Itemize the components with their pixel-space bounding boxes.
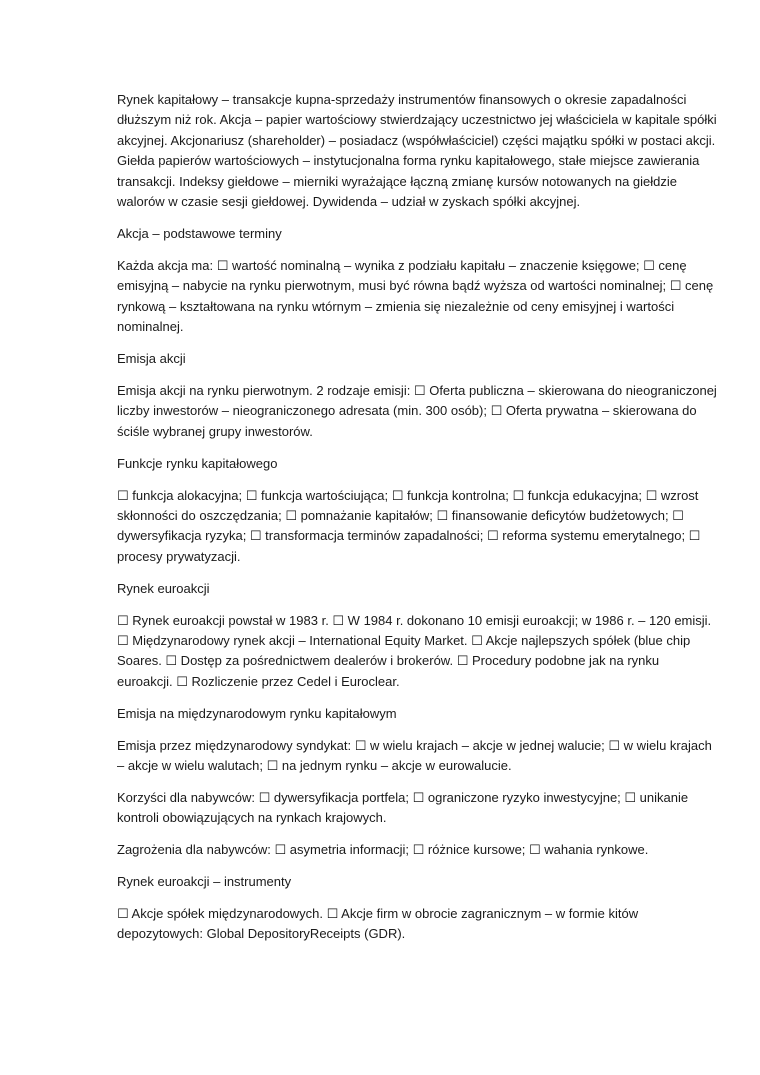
document-page [117, 90, 717, 956]
instrumenty-paragraph: ☐ Akcje spółek międzynarodowych. ☐ Akcje firm w obrocie zagranicznym – w formie kitów depozytowych: Global DepositoryReceipts (GDR). [117, 906, 639, 942]
heading-funkcje-rynku: Funkcje rynku kapitałowego [117, 455, 278, 471]
emisja-akcji-paragraph: Emisja akcji na rynku pierwotnym. 2 rodzaje emisji: ☐ Oferta publiczna – skierowana do nieograniczonej liczby inwestorów – nieograniczonego adresata (min. 300 osób); ☐ Oferta prywatna – skierowana do ściśle wybranej grupy inwestorów. [117, 382, 717, 439]
funkcje-rynku-paragraph: ☐ funkcja alokacyjna; ☐ funkcja wartościująca; ☐ funkcja kontrolna; ☐ funkcja edukacyjna; ☐ wzrost skłonności do oszczędzania; ☐ pomnażanie kapitałów; ☐ finansowanie deficytów budżetowych; ☐ dywersyfikacja ryzyka; ☐ transformacja terminów zapadalności; ☐ reforma systemu emerytalnego; ☐ procesy prywatyzacji. [117, 487, 701, 564]
akcja-terms-paragraph: Każda akcja ma: ☐ wartość nominalną – wynika z podziału kapitału – znaczenie księgowe; ☐ cenę emisyjną – nabycie na rynku pierwotnym, musi być równa bądź wyższa od wartości nominalnej; ☐ cenę rynkową – kształtowana na rynku wtórnym – zmienia się niezależnie od ceny emisyjnej i wartości nominalnej. [117, 257, 714, 335]
heading-akcja-terms: Akcja – podstawowe terminy [117, 225, 282, 241]
heading-rynek-euroakcji: Rynek euroakcji [117, 580, 210, 596]
rynek-euroakcji-paragraph: ☐ Rynek euroakcji powstał w 1983 r. ☐ W 1984 r. dokonano 10 emisji euroakcji; w 1986 r. – 120 emisji. ☐ Międzynarodowy rynek akcji – International Equity Market. ☐ Akcje najlepszych spółek (blue chip Soares. ☐ Dostęp za pośrednictwem dealerów i brokerów. ☐ Procedury podobne jak na rynku euroakcji. ☐ Rozliczenie przez Cedel i Euroclear. [117, 612, 712, 689]
korzysci-paragraph: Korzyści dla nabywców: ☐ dywersyfikacja portfela; ☐ ograniczone ryzyko inwestycyjne; ☐ unikanie kontroli obowiązujących na rynkach krajowych. [117, 789, 689, 826]
heading-emisja-miedzynarodowa: Emisja na międzynarodowym rynku kapitałowym [117, 705, 397, 721]
heading-emisja-akcji: Emisja akcji [117, 350, 186, 366]
zagrozenia-paragraph: Zagrożenia dla nabywców: ☐ asymetria informacji; ☐ różnice kursowe; ☐ wahania rynkowe. [117, 842, 649, 858]
heading-instrumenty: Rynek euroakcji – instrumenty [117, 874, 292, 890]
intro-definitions-paragraph: Rynek kapitałowy – transakcje kupna-sprzedaży instrumentów finansowych o okresie zapadalności dłuższym niż rok. Akcja – papier wartościowy stwierdzający uczestnictwo jej właściciela w kapitale spółki akcyjnej. Akcjonariusz (shareholder) – posiadacz (współwłaściciel) części majątku spółki w postaci akcji. Giełda papierów wartościowych – instytucjonalna forma rynku kapitałowego, stałe miejsce zawierania transakcji. Indeksy giełdowe – mierniki wyrażające łączną zmianę kursów notowanych na giełdzie walorów w czasie sesji giełdowej. Dywidenda – udział w zyskach spółki akcyjnej. [117, 92, 717, 210]
emisja-syndykat-paragraph: Emisja przez międzynarodowy syndykat: ☐ w wielu krajach – akcje w jednej walucie; ☐ w wielu krajach – akcje w wielu walutach; ☐ na jednym rynku – akcje w eurowalucie. [117, 737, 712, 773]
